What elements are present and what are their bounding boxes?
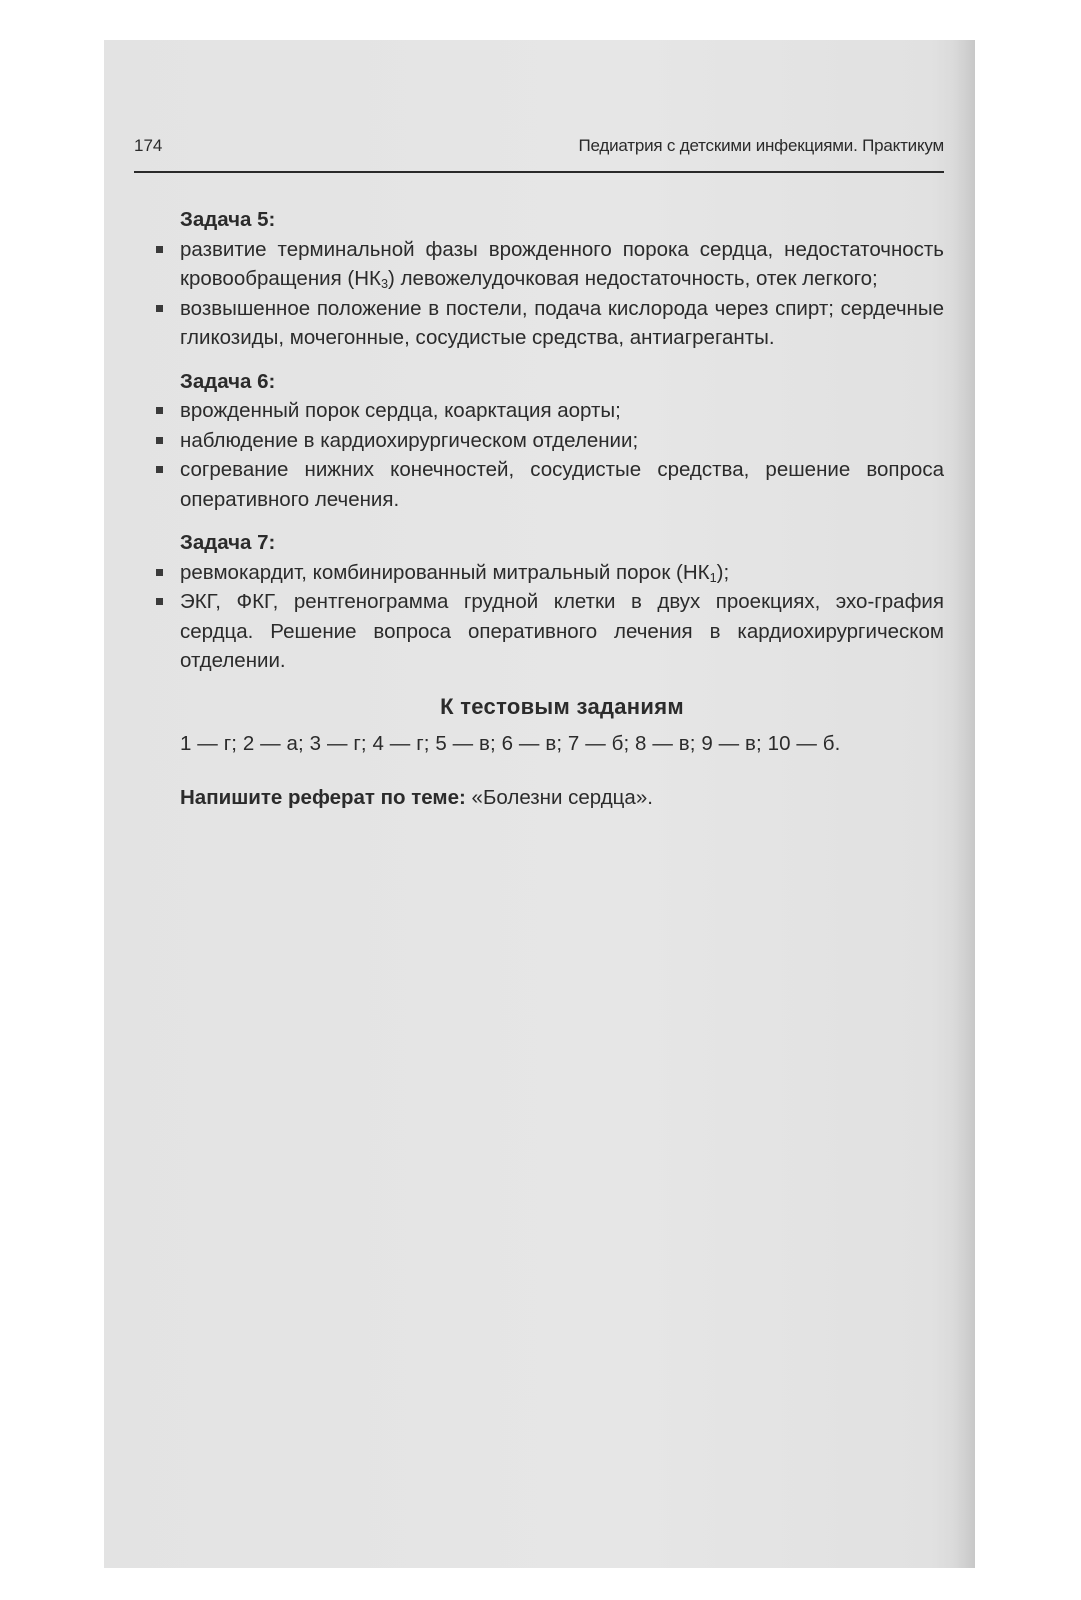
list-item — [180, 235, 944, 294]
task-5 — [180, 205, 944, 353]
list-item — [180, 426, 944, 456]
item-text: наблюдение в кардиохирургическом отделении; — [180, 428, 639, 452]
list-item — [180, 455, 944, 514]
item-text: ревмокардит, комбинированный митральный порок (НК — [180, 560, 710, 584]
item-text-tail: ) левожелудочковая недостаточность, отек легкого; — [388, 267, 878, 290]
running-head — [134, 136, 944, 160]
item-text-tail: ); — [716, 560, 730, 584]
item-text: ЭКГ, ФКГ, рентгенограмма грудной клетки в двух проекциях, эхо-графия сердца. Решение вопроса оперативного лечения в кардиохирургическом отделении. — [180, 590, 944, 672]
list-item — [180, 396, 944, 426]
list-item — [180, 587, 944, 676]
task-6-list — [180, 396, 944, 514]
bullet-icon — [156, 407, 163, 414]
essay-label: Напишите реферат по теме: — [180, 785, 466, 809]
bullet-icon — [156, 246, 163, 253]
header-rule — [134, 171, 944, 173]
list-item — [180, 558, 944, 588]
bullet-icon — [156, 569, 163, 576]
item-text: развитие терминальной фазы врожденного порока сердца, недостаточность кровообращения (НК — [180, 237, 944, 290]
item-text: врожденный порок сердца, коарктация аорты; — [180, 399, 621, 422]
bullet-icon — [156, 598, 163, 605]
page-number: 174 — [134, 136, 163, 155]
task-7-list — [180, 558, 944, 676]
essay-prompt — [180, 783, 944, 813]
item-text: согревание нижних конечностей, сосудистые средства, решение вопроса оперативного лечения. — [180, 458, 944, 511]
item-subscript: 1 — [709, 569, 717, 585]
task-7 — [180, 528, 944, 676]
page-body — [180, 205, 944, 812]
task-title: Задача 7: — [180, 531, 276, 554]
item-text: возвышенное положение в постели, подача кислорода через спирт; сердечные гликозиды, мочегонные, сосудистые средства, антиагреганты. — [180, 296, 944, 349]
essay-topic: «Болезни сердца». — [471, 785, 653, 809]
running-head-title: Педиатрия с детскими инфекциями. Практикум — [578, 136, 944, 155]
bullet-icon — [156, 437, 163, 444]
item-subscript: 3 — [380, 276, 389, 292]
bullet-icon — [156, 305, 163, 312]
task-title: Задача 6: — [180, 369, 276, 393]
section-heading: К тестовым заданиям — [440, 693, 684, 719]
task-6 — [180, 367, 944, 515]
test-answers: 1 — г; 2 — а; 3 — г; 4 — г; 5 — в; 6 — в; 7 — б; 8 — в; 9 — в; 10 — б. — [180, 732, 841, 755]
task-title: Задача 5: — [180, 208, 276, 231]
bullet-icon — [156, 466, 163, 473]
task-5-list — [180, 235, 944, 353]
list-item — [180, 294, 944, 353]
